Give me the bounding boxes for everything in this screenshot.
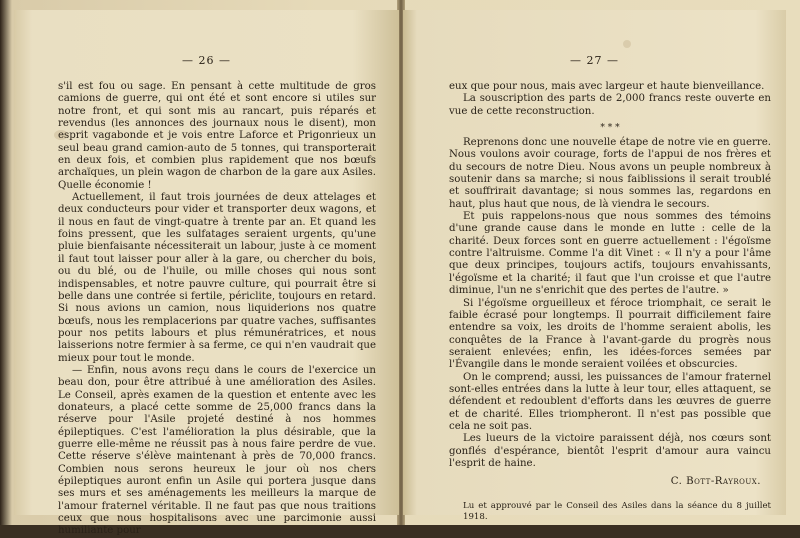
- page-number-left: — 26 —: [182, 54, 231, 67]
- footnote: Lu et approuvé par le Conseil des Asiles dans la séance du 8 juillet 1918.: [463, 500, 771, 522]
- paragraph: eux que pour nous, mais avec largeur et haute bienveillance.: [449, 81, 765, 92]
- paragraph: Actuellement, il faut trois journées de deux attelages et deux conducteurs pour vider et transporter deux wagons, et il nous en faut de vingt-quatre à trente par an. Et quand les foins pressent, que les sulfatages seraient urgents, qu'une pluie bienfaisante nécessiterait un labour, juste à ce moment il faut tout laisser pour aller à la gare, ou chercher du bois, ou du blé, ou de l'huile, ou mille choses qui nous sont indispensables, et notre pauvre culture, qui pourrait être si belle dans une contrée si fertile, périclite, toujours en retard. Si nous avions un camion, nous liquiderions nos quatre bœufs, nous les remplacerions par quatre vaches, suffisantes pour nos petits labours et plus rémunératrices, et nous laisserions notre fermier à sa ferme, ce qui n'en vaudrait que mieux pour tout le monde.: [58, 192, 376, 364]
- right-page-body: [449, 81, 771, 523]
- left-page: [14, 10, 399, 537]
- paragraph: Les lueurs de la victoire paraissent déjà, nos cœurs sont gonflés d'espérance, bientôt l'esprit d'amour aura vaincu l'esprit de haine.: [449, 433, 771, 469]
- paragraph: Et puis rappelons-nous que nous sommes des témoins d'une grande cause dans le monde en lutte : celle de la charité. Deux forces sont en guerre actuellement : l'égoïsme contre l'altruisme. Comme l'a dit Vinet : « Il n'y a pour l'âme que deux principes, toujours actifs, toujours envahissants, l'égoïsme et la charité; il faut que l'un croisse et que l'autre diminue, l'un ne s'enrichit que des pertes de l'autre. »: [449, 211, 771, 297]
- paragraph: La souscription des parts de 2,000 francs reste ouverte en vue de cette reconstruction.: [449, 93, 771, 117]
- paragraph: Si l'égoïsme orgueilleux et féroce triomphait, ce serait le faible écrasé pour longtemps. Il pourrait difficilement faire entendre sa voix, les droits de l'homme seraient abolis, les conquêtes de la France à l'avant-garde du progrès nous seraient enlevées; enfin, les idées-forces semées par l'Évangile dans le monde seraient voilées et obscurcies.: [449, 297, 771, 371]
- paragraph: Reprenons donc une nouvelle étape de notre vie en guerre. Nous voulons avoir courage, forts de l'appui de nos frères et du secours de notre Dieu. Nous avons un peuple nombreux à soutenir dans sa marche; si nous faiblissions il serait troublé et souffrirait davantage; si nous sommes las, regardons en haut, plus haut que nous, de là viendra le secours.: [449, 137, 771, 210]
- right-page: [403, 10, 786, 522]
- paragraph: On le comprend; aussi, les puissances de l'amour fraternel sont-elles entrées dans la lutte à leur tour, elles attaquent, se défendent et redoublent d'efforts dans les œuvres de guerre et de charité. Elles triompheront. Il n'est pas possible que cela ne soit pas.: [449, 371, 771, 432]
- section-separator: * * *: [600, 123, 620, 134]
- signature: C. Bott-Rayroux.: [670, 476, 761, 488]
- left-page-body: [58, 81, 376, 538]
- page-number-right: — 27 —: [570, 54, 619, 67]
- paragraph: — Enfin, nous avons reçu dans le cours de l'exercice un beau don, pour être attribué à une amélioration des Asiles. Le Conseil, après examen de la question et entente avec les donateurs, a placé cette somme de 25,000 francs dans la réserve pour l'Asile projeté destiné à nos hommes épileptiques. C'est l'amélioration la plus désirable, que la guerre elle-même ne réussit pas à nous faire perdre de vue. Cette réserve s'élève maintenant à près de 70,000 francs. Combien nous serons heureux le jour où nos chers épileptiques auront enfin un Asile qui portera jusque dans ses murs et ses aménagements les meilleurs la marque de l'amour fraternel véritable. Il ne faut pas que nous traitions ceux que nous hospitalisons avec une parcimonie aussi humiliante pour: [58, 364, 376, 537]
- paragraph: s'il est fou ou sage. En pensant à cette multitude de gros camions de guerre, qui ont été et sont encore si utiles sur notre front, et qui sont mis au rancart, puis réparés et revendus (les annonces des journaux nous le disent), mon esprit vagabonde et je vois entre Laforce et Prigonrieux un seul beau grand camion-auto de 5 tonnes, qui transporterait en deux fois, et combien plus rapidement que nos bœufs archaïques, un plein wagon de charbon de la gare aux Asiles. Quelle économie !: [58, 81, 376, 191]
- paper-stain: [623, 40, 631, 48]
